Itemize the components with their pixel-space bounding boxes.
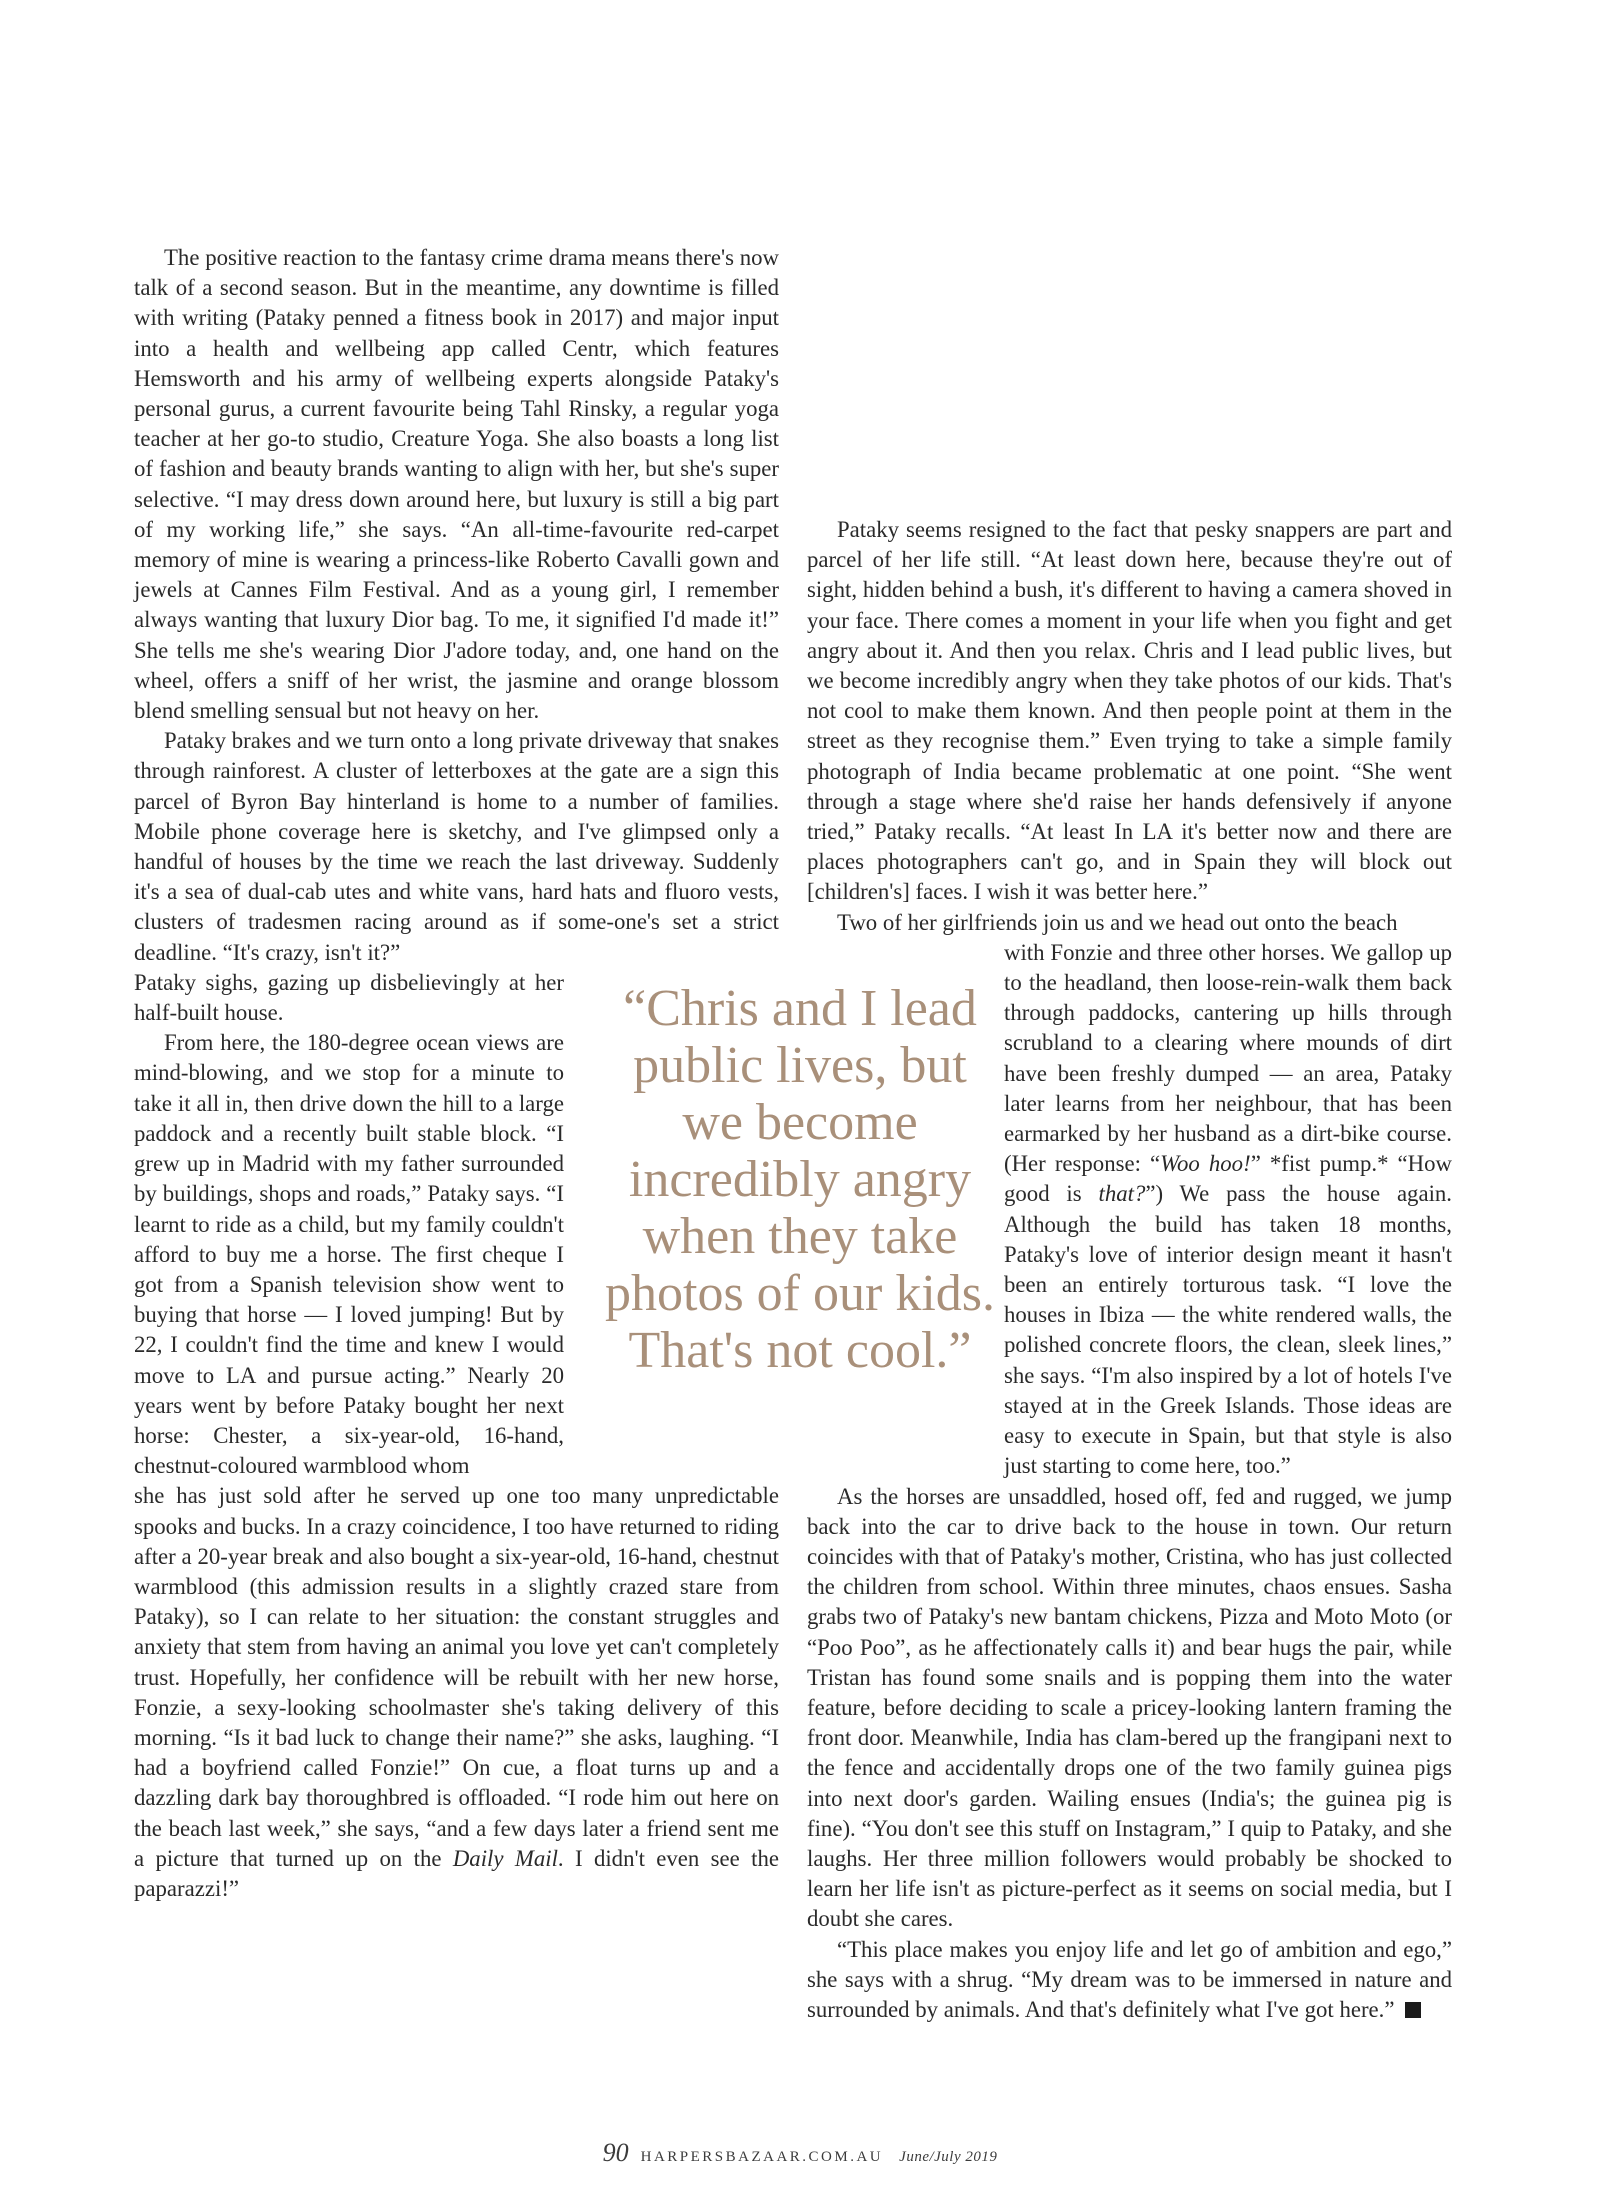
paragraph-3-text-b: . I didn't even see the paparazzi!”	[134, 1845, 780, 1901]
emphasis-italic: that?	[1098, 1181, 1146, 1207]
paragraph-2: Pataky brakes and we turn onto a long private driveway that snakes through rainforest. A cluster of letterboxes at the gate are a sign this parcel of Byron Bay hinterland is home to a number of families. Mobile phone coverage here is sketchy, and I've glimpsed only a handful of houses by the time we reach the last driveway. Suddenly it's a sea of dual-cab utes and white vans, hard hats and fluoro vests, clusters of tradesmen racing around as if some-one's set a strict deadline. “It's crazy, isn't it?”	[134, 728, 779, 965]
narrow-section	[134, 968, 564, 1481]
paragraph-5-text-b: ” *fist pump.* “How good is	[1004, 1151, 1453, 1207]
paragraph-5: Two of her girlfriends join us and we head out onto the beach	[837, 909, 1398, 935]
paragraph-5-text-a: with Fonzie and three other horses. We gallop up to the headland, then loose-rein-walk them back through paddocks, cantering up hills through scrubland to a clearing where mounds of dirt have been freshly dumped — an area, Pataky later learns from her neighbour, that has been earmarked by her husband as a dirt-bike course. (Her response: “	[1004, 939, 1452, 1177]
paragraph-1: The positive reaction to the fantasy crime drama means there's now talk of a second season. But in the meantime, any downtime is filled with writing (Pataky penned a fitness book in 2017) and major input into a health and wellbeing app called Centr, which features Hemsworth and his army of wellbeing experts alongside Pataky's personal gurus, a current favourite being Tahl Rinsky, a regular yoga teacher at her go-to studio, Creature Yoga. She also boasts a long list of fashion and beauty brands wanting to align with her, but she's super selective. “I may dress down around here, but luxury is still a big part of my working life,” she says. “An all-time-favourite red-carpet memory of mine is wearing a princess-like Roberto Cavalli gown and jewels at Cannes Film Festival. And as a young girl, I remember always wanting that luxury Dior bag. To me, it signified I'd made it!” She tells me she's wearing Dior J'adore today, and, one hand on the wheel, offers a sniff of her wrist, the jasmine and orange blossom blend smelling sensual but not heavy on her.	[134, 245, 779, 724]
publication-name: Daily Mail	[452, 1845, 558, 1871]
page-footer	[0, 2138, 1600, 2168]
paragraph-4: Pataky seems resigned to the fact that pesky snappers are part and parcel of her life still. “At least down here, because they're out of sight, hidden behind a bush, it's different to having a camera shoved in your face. There comes a moment in your life when you fight and get angry about it. And then you relax. Chris and I lead public lives, but we become incredibly angry when they take photos of our kids. That's not cool to make them known. And then people point at them in the street as they recognise them.” Even trying to take a simple family photograph of India became problematic at one point. “She went through a stage where she'd raise her hands defensively if anyone tried,” Pataky recalls. “At least In LA it's better now and there are places photographers can't go, and in Spain they will block out [children's] faces. I wish it was better here.”	[807, 517, 1452, 905]
paragraph-7	[807, 1935, 1452, 2026]
right-column	[807, 515, 1452, 2025]
website: HARPERSBAZAAR.COM.AU	[640, 2149, 884, 2165]
page-number: 90	[602, 2138, 629, 2167]
issue-date: June/July 2019	[899, 2149, 998, 2165]
paragraph-3-continued	[134, 1481, 779, 1904]
paragraph-6: As the horses are unsaddled, hosed off, fed and rugged, we jump back into the car to drive back to the house in town. Our return coincides with that of Pataky's mother, Cristina, who has just collected the children from school. Within three minutes, chaos ensues. Sasha grabs two of Pataky's new bantam chickens, Pizza and Moto Moto (or “Poo Poo”, as he affectionately calls it) and bear hugs the pair, while Tristan has found some snails and is popping them into the water feature, before deciding to scale a pricey-looking lantern framing the front door. Meanwhile, India has clam-bered up the frangipani next to the fence and accidentally drops one of the two family guinea pigs into next door's garden. Wailing ensues (India's; the guinea pig is fine). “You don't see this stuff on Instagram,” I quip to Pataky, and she laughs. Her three million followers would probably be shocked to learn her life isn't as picture-perfect as it seems on social media, but I doubt she cares.	[807, 1483, 1452, 1932]
paragraph-2-continued: Pataky sighs, gazing up disbelievingly at her half-built house.	[134, 969, 564, 1026]
paragraph-7-text: “This place makes you enjoy life and let go of ambition and ego,” she says with a shrug. “My dream was to be immersed in nature and surrounded by animals. And that's definitely what I've got here.”	[807, 1936, 1452, 2022]
end-mark-icon	[1405, 2002, 1421, 2018]
paragraph-5-text-c: ”) We pass the house again. Although the build has taken 18 months, Pataky's love of interior design meant it hasn't been an entirely torturous task. “I love the houses in Ibiza — the white rendered walls, the polished concrete floors, the clean, sleek lines,” she says. “I'm also inspired by a lot of hotels I've stayed at in the Greek Islands. Those ideas are easy to execute in Spain, but that style is also just starting to come here, too.”	[1004, 1181, 1453, 1479]
narrow-section-right	[1004, 938, 1452, 1482]
paragraph-3: From here, the 180-degree ocean views are mind-blowing, and we stop for a minute to take it all in, then drive down the hill to a large paddock and a recently built stable block. “I grew up in Madrid with my father surrounded by buildings, shops and roads,” Pataky says. “I learnt to ride as a child, but my family couldn't afford to buy me a horse. The first cheque I got from a Spanish television show went to buying that horse — I loved jumping! But by 22, I couldn't find the time and knew I would move to LA and pursue acting.” Nearly 20 years went by before Pataky bought her next horse: Chester, a six-year-old, 16-hand, chestnut-coloured warmblood whom	[134, 1030, 564, 1479]
pull-quote-text: “Chris and I lead public lives, but we become incredibly angry when they take photos of our kids. That's not cool.”	[605, 980, 995, 1379]
paragraph-5-continued	[1004, 938, 1452, 1482]
paragraph-3-text-a: she has just sold after he served up one too many unpredictable spooks and bucks. In a crazy coincidence, I too have returned to riding after a 20-year break and also bought a six-year-old, 16-hand, chestnut warmblood (this admission results in a slightly crazed stare from Pataky), so I can relate to her situation: the constant struggles and anxiety that stem from having an animal you love yet can't completely trust. Hopefully, her confidence will be rebuilt with her new horse, Fonzie, a sexy-looking schoolmaster she's taking delivery of this morning. “Is it bad luck to change their name?” she asks, laughing. “I had a boyfriend called Fonzie!” On cue, a float turns up and a dazzling dark bay thoroughbred is offloaded. “I rode him out here on the beach last week,” she says, “and a few days later a friend sent me a picture that turned up on the	[134, 1483, 779, 1871]
exclamation-italic: Woo hoo!	[1160, 1151, 1251, 1177]
